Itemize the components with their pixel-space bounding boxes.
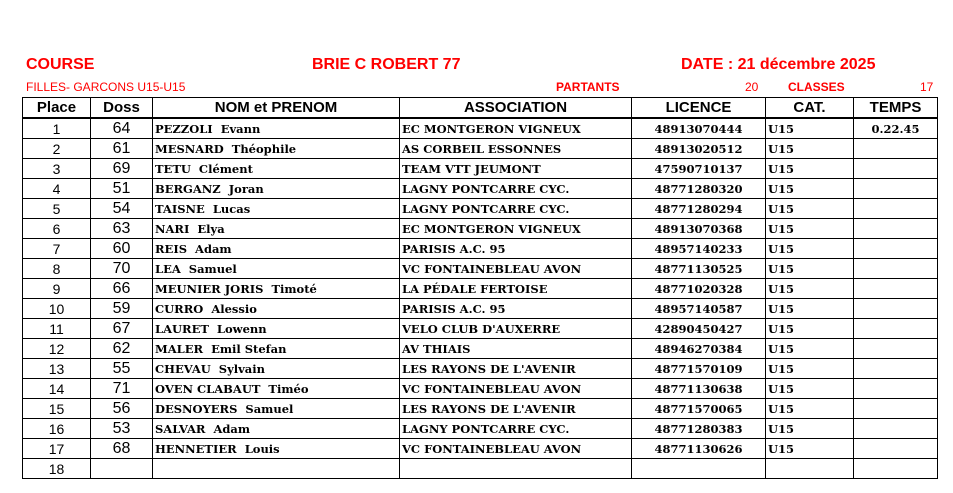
- first-name: Samuel: [245, 401, 294, 416]
- cell-licence: 48946270384: [632, 339, 766, 359]
- cell-name: [153, 359, 400, 379]
- cell-licence: 48957140233: [632, 239, 766, 259]
- last-name: MEUNIER JORIS: [155, 281, 264, 296]
- first-name: Clément: [198, 161, 253, 176]
- cell-cat: U15: [766, 239, 854, 259]
- table-row: [23, 419, 938, 439]
- cell-doss: 68: [91, 439, 153, 459]
- cell-name: [153, 379, 400, 399]
- cell-place: 14: [23, 379, 91, 399]
- cell-cat: U15: [766, 199, 854, 219]
- last-name: SALVAR: [155, 421, 206, 436]
- classes-label: CLASSES: [788, 80, 845, 94]
- cell-place: 13: [23, 359, 91, 379]
- cell-cat: U15: [766, 379, 854, 399]
- table-row: [23, 379, 938, 399]
- cell-licence: 48771280294: [632, 199, 766, 219]
- cell-association: LA PÉDALE FERTOISE: [400, 279, 632, 299]
- cell-doss: 71: [91, 379, 153, 399]
- cell-association: LAGNY PONTCARRE CYC.: [400, 199, 632, 219]
- first-name: Lowenn: [216, 321, 267, 336]
- cell-association: VC FONTAINEBLEAU AVON: [400, 439, 632, 459]
- table-row: [23, 399, 938, 419]
- cell-temps: [854, 319, 938, 339]
- cell-licence: 48771130525: [632, 259, 766, 279]
- cell-doss: 66: [91, 279, 153, 299]
- cell-place: 8: [23, 259, 91, 279]
- cell-licence: 48771570109: [632, 359, 766, 379]
- last-name: CURRO: [155, 301, 204, 316]
- cell-place: 4: [23, 179, 91, 199]
- cell-name: [153, 279, 400, 299]
- table-row: [23, 459, 938, 479]
- first-name: Evann: [220, 121, 261, 136]
- first-name: Timoté: [271, 281, 317, 296]
- cell-association: LAGNY PONTCARRE CYC.: [400, 179, 632, 199]
- last-name: DESNOYERS: [155, 401, 238, 416]
- cell-temps: [854, 459, 938, 479]
- cell-licence: 48771280383: [632, 419, 766, 439]
- cell-licence: 48771020328: [632, 279, 766, 299]
- table-row: [23, 319, 938, 339]
- last-name: OVEN CLABAUT: [155, 381, 261, 396]
- cell-doss: 60: [91, 239, 153, 259]
- cell-name: [153, 319, 400, 339]
- cell-name: [153, 299, 400, 319]
- cell-place: 12: [23, 339, 91, 359]
- cell-doss: 64: [91, 118, 153, 139]
- cell-cat: U15: [766, 359, 854, 379]
- cell-place: 5: [23, 199, 91, 219]
- cell-association: EC MONTGERON VIGNEUX: [400, 118, 632, 139]
- cell-doss: 67: [91, 319, 153, 339]
- cell-place: 18: [23, 459, 91, 479]
- cell-name: [153, 139, 400, 159]
- table-row: [23, 179, 938, 199]
- cell-cat: U15: [766, 439, 854, 459]
- first-name: Timéo: [268, 381, 309, 396]
- cell-cat: U15: [766, 179, 854, 199]
- cell-cat: U15: [766, 319, 854, 339]
- cell-licence: 48771280320: [632, 179, 766, 199]
- last-name: TETU: [155, 161, 191, 176]
- course-label: COURSE: [26, 56, 95, 73]
- cell-place: 11: [23, 319, 91, 339]
- cell-place: 15: [23, 399, 91, 419]
- last-name: LAURET: [155, 321, 209, 336]
- cell-association: PARISIS A.C. 95: [400, 299, 632, 319]
- cell-name: [153, 199, 400, 219]
- cell-association: VC FONTAINEBLEAU AVON: [400, 379, 632, 399]
- cell-temps: [854, 399, 938, 419]
- cell-name: [153, 219, 400, 239]
- last-name: CHEVAU: [155, 361, 211, 376]
- cell-name: [153, 259, 400, 279]
- col-header-name: NOM et PRENOM: [153, 98, 400, 119]
- first-name: Adam: [213, 421, 251, 436]
- cell-temps: [854, 259, 938, 279]
- cell-licence: 48771130626: [632, 439, 766, 459]
- cell-temps: 0.22.45: [854, 118, 938, 139]
- cell-place: 16: [23, 419, 91, 439]
- cell-name: [153, 459, 400, 479]
- cell-cat: U15: [766, 339, 854, 359]
- first-name: Samuel: [188, 261, 237, 276]
- cell-temps: [854, 379, 938, 399]
- cell-licence: 47590710137: [632, 159, 766, 179]
- table-row: [23, 219, 938, 239]
- cell-doss: 69: [91, 159, 153, 179]
- table-row: [23, 199, 938, 219]
- table-row: [23, 279, 938, 299]
- cell-doss: 59: [91, 299, 153, 319]
- table-row: [23, 339, 938, 359]
- first-name: Alessio: [211, 301, 257, 316]
- col-header-place: Place: [23, 98, 91, 119]
- last-name: REIS: [155, 241, 188, 256]
- last-name: MESNARD: [155, 141, 224, 156]
- partants-label: PARTANTS: [556, 80, 620, 94]
- cell-association: LAGNY PONTCARRE CYC.: [400, 419, 632, 439]
- cell-cat: U15: [766, 299, 854, 319]
- cell-place: 9: [23, 279, 91, 299]
- cell-name: [153, 439, 400, 459]
- cell-name: [153, 399, 400, 419]
- category-label: FILLES- GARCONS U15-U15: [26, 80, 186, 94]
- cell-temps: [854, 199, 938, 219]
- cell-name: [153, 339, 400, 359]
- cell-doss: 51: [91, 179, 153, 199]
- cell-temps: [854, 339, 938, 359]
- cell-temps: [854, 439, 938, 459]
- cell-place: 7: [23, 239, 91, 259]
- cell-licence: 48771130638: [632, 379, 766, 399]
- cell-association: TEAM VTT JEUMONT: [400, 159, 632, 179]
- col-header-association: ASSOCIATION: [400, 98, 632, 119]
- classes-value: 17: [920, 80, 934, 94]
- table-row: [23, 299, 938, 319]
- cell-association: LES RAYONS DE L'AVENIR: [400, 399, 632, 419]
- cell-cat: U15: [766, 139, 854, 159]
- cell-association: EC MONTGERON VIGNEUX: [400, 219, 632, 239]
- cell-temps: [854, 299, 938, 319]
- cell-name: [153, 419, 400, 439]
- cell-temps: [854, 419, 938, 439]
- col-header-temps: TEMPS: [854, 98, 938, 119]
- cell-name: [153, 239, 400, 259]
- cell-cat: U15: [766, 118, 854, 139]
- col-header-licence: LICENCE: [632, 98, 766, 119]
- cell-association: AS CORBEIL ESSONNES: [400, 139, 632, 159]
- cell-doss: 63: [91, 219, 153, 239]
- cell-place: 2: [23, 139, 91, 159]
- last-name: MALER: [155, 341, 204, 356]
- cell-licence: 48913020512: [632, 139, 766, 159]
- cell-doss: 55: [91, 359, 153, 379]
- last-name: HENNETIER: [155, 441, 237, 456]
- cell-cat: U15: [766, 419, 854, 439]
- first-name: Adam: [195, 241, 232, 256]
- cell-place: 1: [23, 118, 91, 139]
- partants-value: 20: [745, 80, 759, 94]
- cell-doss: 62: [91, 339, 153, 359]
- cell-doss: 61: [91, 139, 153, 159]
- first-name: Sylvain: [218, 361, 265, 376]
- cell-temps: [854, 359, 938, 379]
- table-row: [23, 139, 938, 159]
- cell-name: [153, 118, 400, 139]
- last-name: TAISNE: [155, 201, 205, 216]
- cell-licence: 48771570065: [632, 399, 766, 419]
- first-name: Elya: [197, 221, 225, 236]
- cell-association: [400, 459, 632, 479]
- event-date: DATE : 21 décembre 2025: [681, 56, 876, 73]
- table-row: [23, 259, 938, 279]
- cell-place: 3: [23, 159, 91, 179]
- first-name: Lucas: [212, 201, 251, 216]
- cell-cat: [766, 459, 854, 479]
- cell-association: VELO CLUB D'AUXERRE: [400, 319, 632, 339]
- table-row: [23, 359, 938, 379]
- last-name: NARI: [155, 221, 190, 236]
- col-header-doss: Doss: [91, 98, 153, 119]
- cell-cat: U15: [766, 259, 854, 279]
- event-title: BRIE C ROBERT 77: [312, 56, 461, 73]
- cell-temps: [854, 179, 938, 199]
- first-name: Joran: [228, 181, 264, 196]
- cell-doss: 56: [91, 399, 153, 419]
- table-row: [23, 239, 938, 259]
- cell-association: VC FONTAINEBLEAU AVON: [400, 259, 632, 279]
- cell-doss: 54: [91, 199, 153, 219]
- cell-temps: [854, 159, 938, 179]
- table-row: [23, 118, 938, 139]
- cell-place: 6: [23, 219, 91, 239]
- cell-doss: 70: [91, 259, 153, 279]
- cell-cat: U15: [766, 399, 854, 419]
- cell-temps: [854, 279, 938, 299]
- cell-licence: 48957140587: [632, 299, 766, 319]
- cell-temps: [854, 239, 938, 259]
- last-name: BERGANZ: [155, 181, 221, 196]
- cell-doss: [91, 459, 153, 479]
- last-name: LEA: [155, 261, 181, 276]
- table-header-row: [23, 98, 938, 119]
- cell-name: [153, 159, 400, 179]
- cell-place: 10: [23, 299, 91, 319]
- cell-licence: 42890450427: [632, 319, 766, 339]
- cell-association: PARISIS A.C. 95: [400, 239, 632, 259]
- cell-temps: [854, 139, 938, 159]
- first-name: Théophile: [231, 141, 297, 156]
- cell-cat: U15: [766, 279, 854, 299]
- cell-association: AV THIAIS: [400, 339, 632, 359]
- cell-cat: U15: [766, 159, 854, 179]
- cell-name: [153, 179, 400, 199]
- col-header-cat: CAT.: [766, 98, 854, 119]
- cell-licence: [632, 459, 766, 479]
- table-row: [23, 159, 938, 179]
- last-name: PEZZOLI: [155, 121, 213, 136]
- cell-cat: U15: [766, 219, 854, 239]
- cell-place: 17: [23, 439, 91, 459]
- table-row: [23, 439, 938, 459]
- cell-licence: 48913070444: [632, 118, 766, 139]
- results-table: [22, 97, 938, 479]
- cell-doss: 53: [91, 419, 153, 439]
- first-name: Louis: [244, 441, 280, 456]
- first-name: Emil Stefan: [211, 341, 287, 356]
- cell-temps: [854, 219, 938, 239]
- cell-association: LES RAYONS DE L'AVENIR: [400, 359, 632, 379]
- cell-licence: 48913070368: [632, 219, 766, 239]
